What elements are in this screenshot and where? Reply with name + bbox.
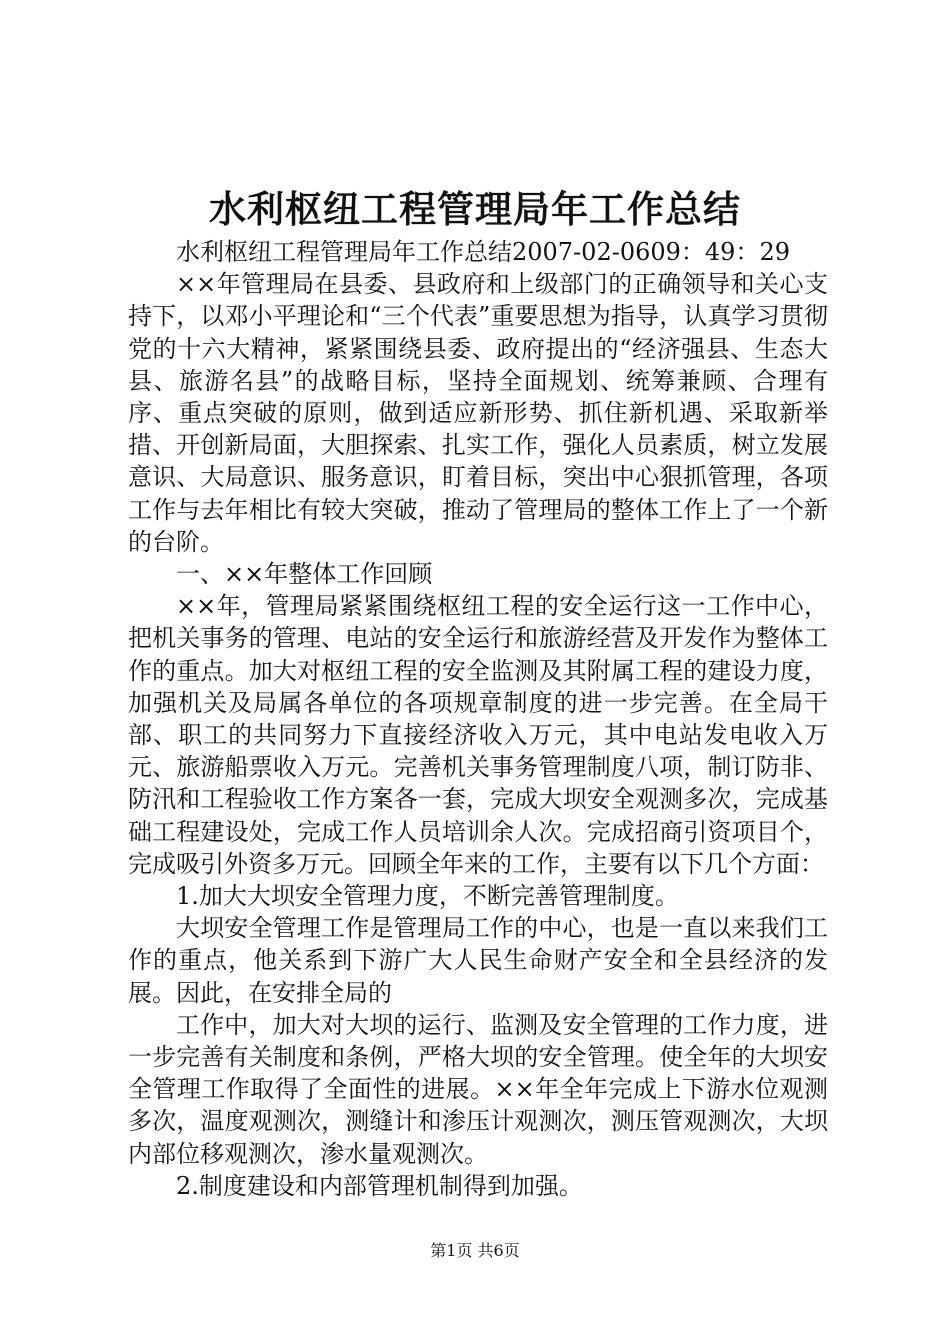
document-title: 水利枢纽工程管理局年工作总结 [209, 187, 741, 231]
date-line: 水利枢纽工程管理局年工作总结2007-02-0609：49：29 [176, 238, 790, 266]
intro-paragraph: ××年管理局在县委、县政府和上级部门的正确领导和关心支持下，以邓小平理论和“三个代表”重要思想为指导，认真学习贯彻党的十六大精神，紧紧围绕县委、政府提出的“经济强县、生态大县、旅游名县”的战略目标，坚持全面规划、统筹兼顾、合理有序、重点突破的原则，做到适应新形势、抓住新机遇、采取新举措、开创新局面，大胆探索、扎实工作，强化人员素质，树立发展意识、大局意识、服务意识，盯着目标，突出中心狠抓管理，各项工作与去年相比有较大突破，推动了管理局的整体工作上了一个新的台阶。 [128, 270, 828, 556]
review-paragraph: ××年，管理局紧紧围绕枢纽工程的安全运行这一工作中心，把机关事务的管理、电站的安全运行和旅游经营及开发作为整体工作的重点。加大对枢纽工程的安全监测及其附属工程的建设力度，加强机关及局属各单位的各项规章制度的进一步完善。在全局干部、职工的共同努力下直接经济收入万元，其中电站发电收入万元、旅游船票收入万元。完善机关事务管理制度八项，制订防非、防汛和工程验收工作方案各一套，完成大坝安全观测多次，完成基础工程建设处，完成工作人员培训余人次。完成招商引资项目个，完成吸引外资多万元。回顾全年来的工作，主要有以下几个方面： [128, 592, 828, 878]
subheading-1: 1.加大大坝安全管理力度，不断完善管理制度。 [176, 882, 679, 911]
document-body [128, 236, 828, 1202]
dam-safety-paragraph: 大坝安全管理工作是管理局工作的中心，也是一直以来我们工作的重点，他关系到下游广大人民生命财产安全和全县经济的发展。因此，在安排全局的 [128, 914, 828, 1007]
subheading-2: 2.制度建设和内部管理机制得到加强。 [176, 1171, 583, 1200]
dam-work-paragraph: 工作中，加大对大坝的运行、监测及安全管理的工作力度，进一步完善有关制度和条例，严格大坝的安全管理。使全年的大坝安全管理工作取得了全面性的进展。××年全年完成上下游水位观测多次，温度观测次，测缝计和渗压计观测次，测压管观测次，大坝内部位移观测次，渗水量观测次。 [128, 1010, 828, 1168]
section-heading: 一、××年整体工作回顾 [176, 560, 433, 589]
page-footer: 第1页 共6页 [430, 1241, 520, 1260]
